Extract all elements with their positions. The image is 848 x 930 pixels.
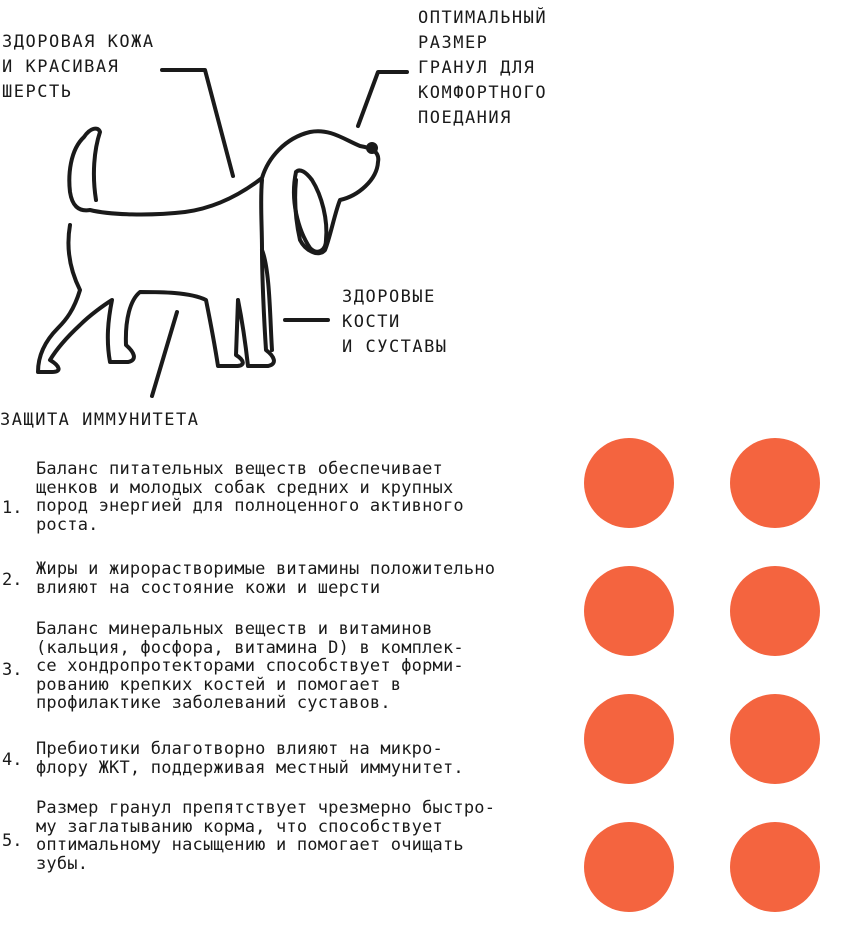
orange-dot [584,822,674,912]
orange-dot [584,694,674,784]
callout-skin: ЗДОРОВАЯ КОЖА И КРАСИВАЯ ШЕРСТЬ [2,32,155,102]
dog-body-outline [38,129,378,372]
orange-dot [730,822,820,912]
orange-dot [730,566,820,656]
orange-dot [584,566,674,656]
feature-item-5 [0,799,570,881]
feature-text: Баланс питательных веществ обеспечивает щенков и молодых собак средних и крупных пород энергией для полноценного активного роста. [36,459,464,535]
callout-immunity: ЗАЩИТА ИММУНИТЕТА [0,410,200,430]
dog-nose [368,144,376,152]
feature-number: 5. [2,831,23,851]
feature-number: 2. [2,570,23,590]
callout-bones: ЗДОРОВЫЕ КОСТИ И СУСТАВЫ [342,287,448,357]
feature-number: 3. [2,660,23,680]
feature-text: Пребиотики благотворно влияют на микро- флору ЖКТ, поддерживая местный иммунитет. [36,739,464,778]
feature-text: Жиры и жирорастворимые витамины положительно влияют на состояние кожи и шерсти [36,559,496,598]
callout-granules: ОПТИМАЛЬНЫЙ РАЗМЕР ГРАНУЛ ДЛЯ КОМФОРТНОГО ПОЕДАНИЯ [418,8,548,128]
feature-number: 4. [2,750,23,770]
orange-dot [584,438,674,528]
feature-item-3 [0,620,570,720]
feature-text: Баланс минеральных веществ и витаминов (кальция, фосфора, витамина D) в комплек- се хондропротекторами способствует форми- рованию крепких костей и помогает в профилактике заболеваний суставов. [36,619,464,713]
orange-dot [730,438,820,528]
feature-item-4 [0,740,570,782]
feature-item-1 [0,460,570,542]
leader-line-granules [358,72,407,126]
feature-item-2 [0,560,570,602]
leader-line-skin [162,70,233,176]
leader-line-immunity [152,312,177,396]
orange-dot [730,694,820,784]
feature-number: 1. [2,498,23,518]
feature-text: Размер гранул препятствует чрезмерно быстро- му заглатыванию корма, что способствует оптимальному насыщению и помогает очищать зубы. [36,798,496,874]
